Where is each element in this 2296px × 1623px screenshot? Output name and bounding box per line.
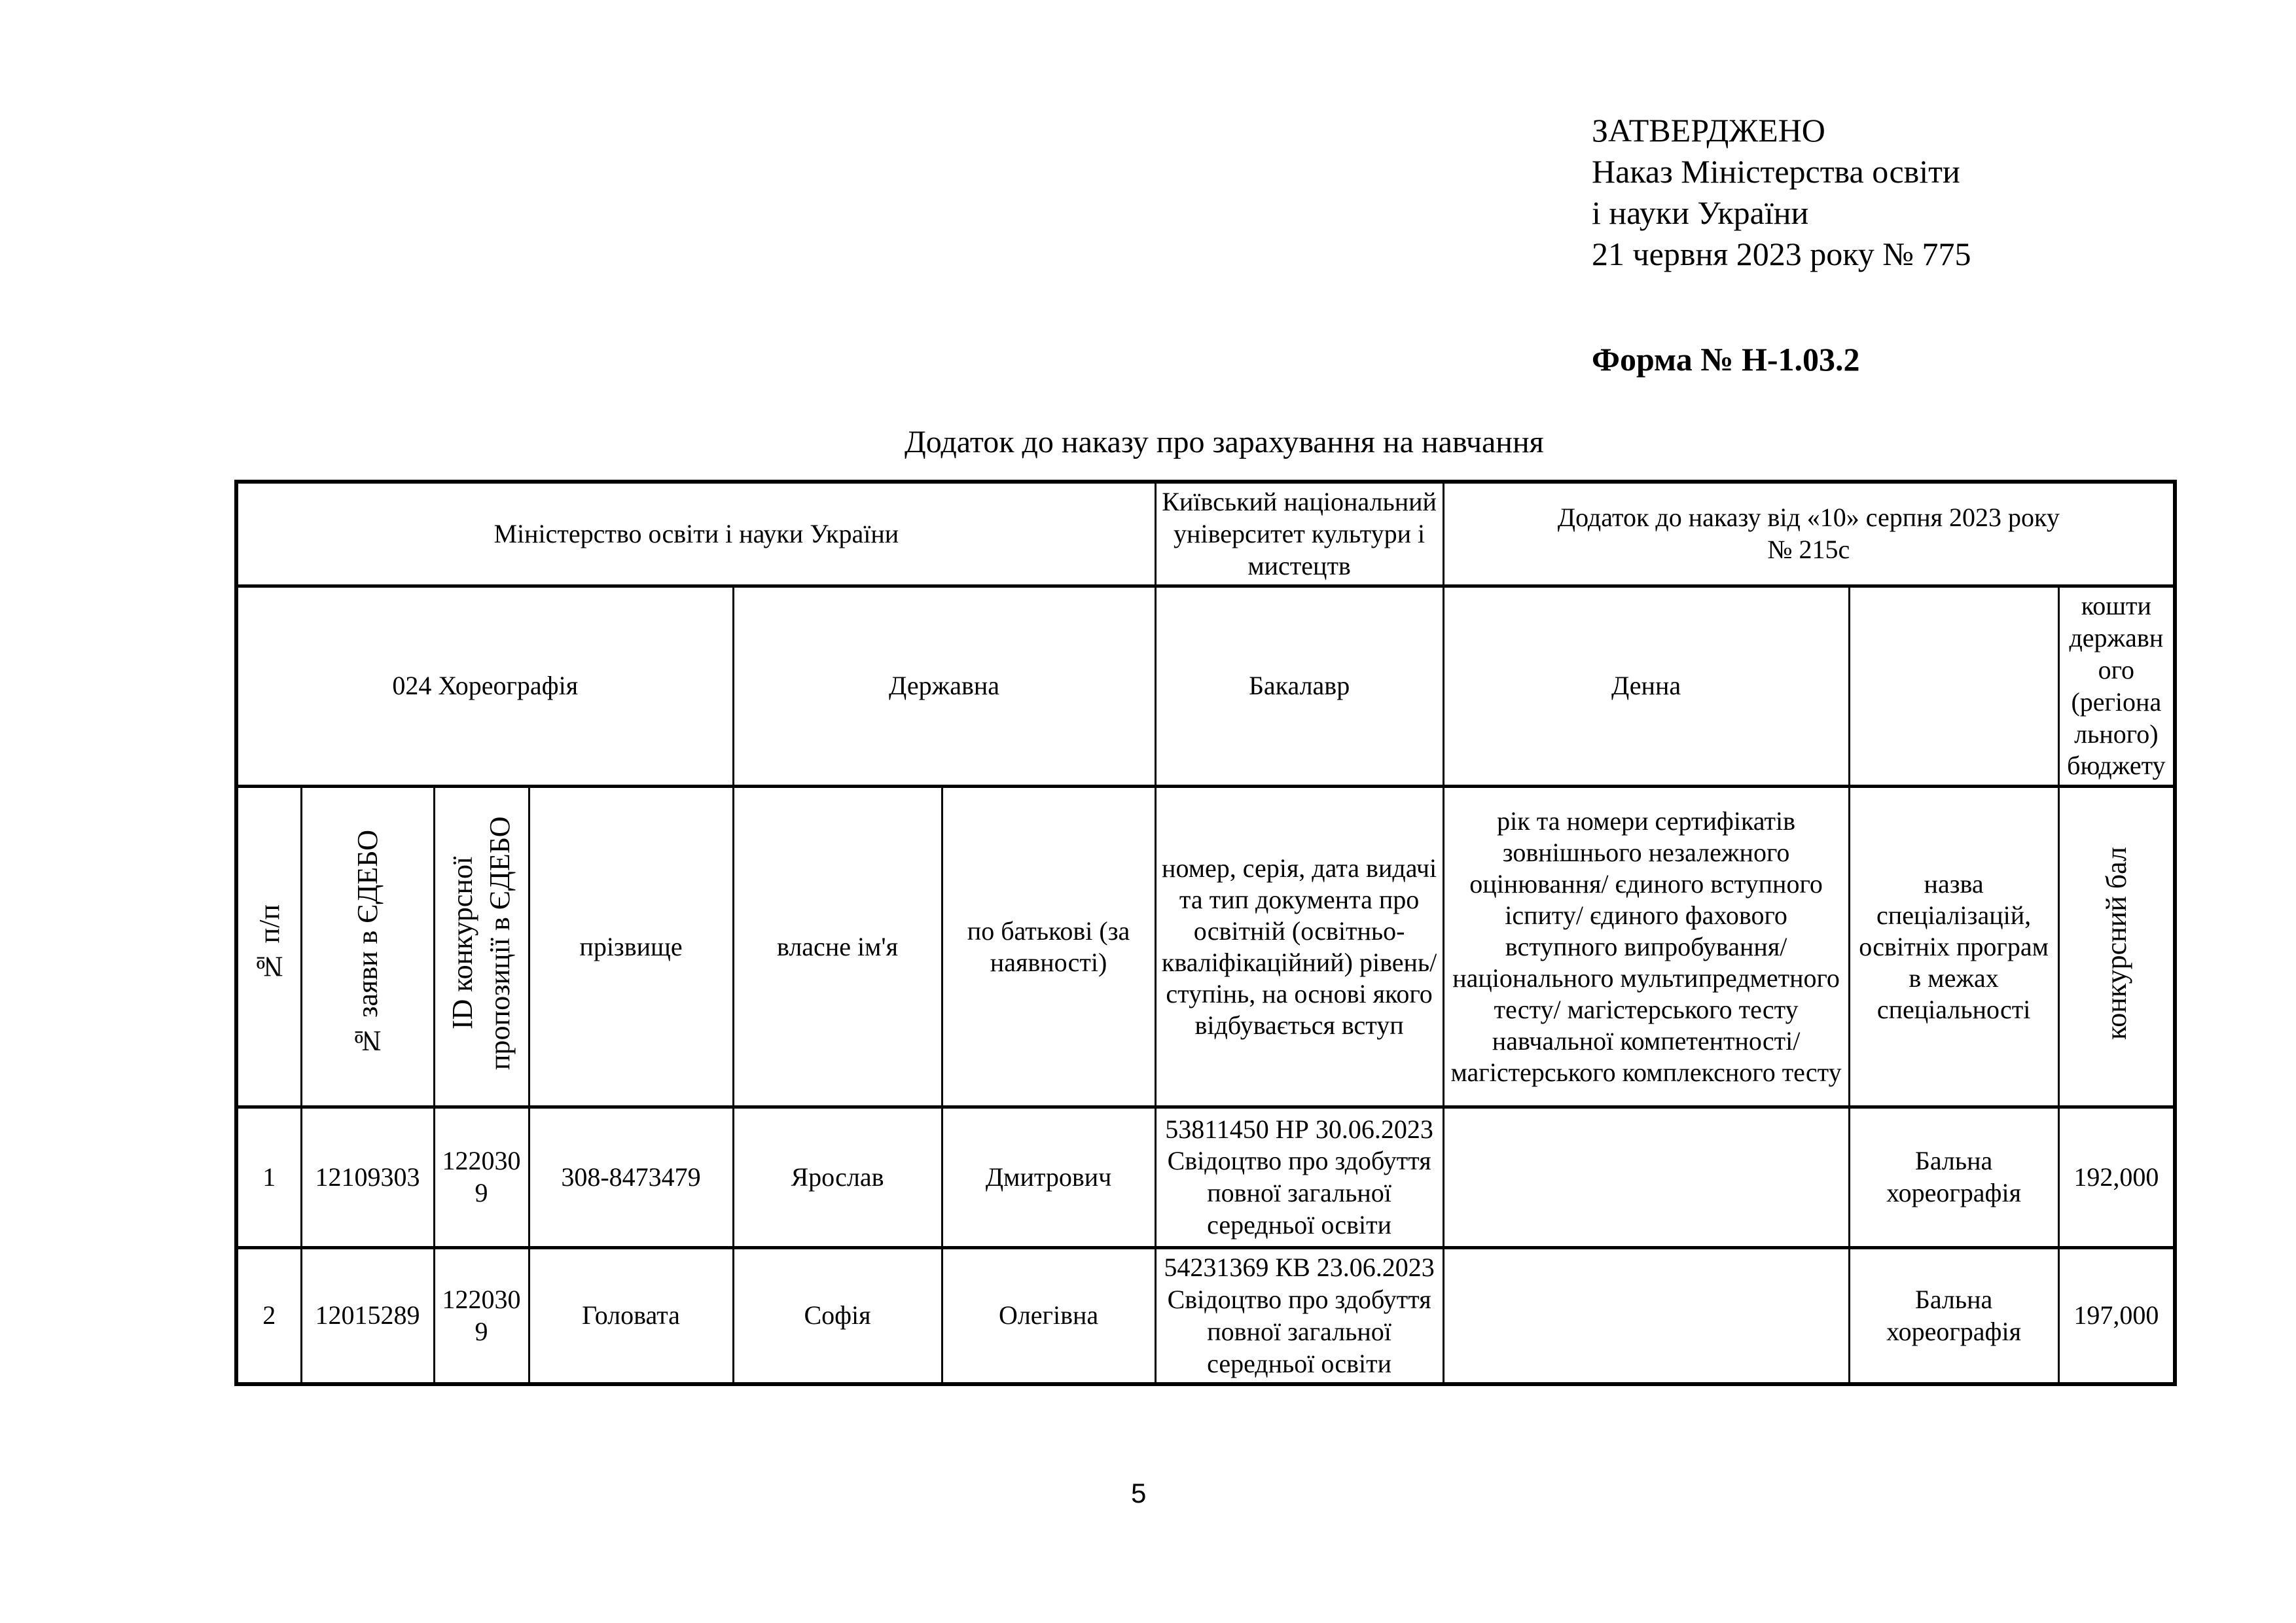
row-num-cell: 2 xyxy=(236,1248,301,1385)
enrollment-row xyxy=(236,1248,2175,1385)
col-header-score xyxy=(2058,787,2175,1107)
col-header-first-name: власне ім'я xyxy=(733,787,942,1107)
order-ref-line-2: № 215с xyxy=(1767,535,1850,565)
score-cell: 192,000 xyxy=(2058,1107,2175,1248)
university-cell: Київський національний університет культури і мистецтв xyxy=(1155,482,1443,586)
surname-cell: Головата xyxy=(529,1248,733,1385)
specialization-name-cell: Бальна хореографія xyxy=(1849,1248,2058,1385)
approval-block xyxy=(1592,110,1971,275)
col-header-patronymic: по батькові (за наявності) xyxy=(942,787,1155,1107)
first-name-cell: Ярослав xyxy=(733,1107,942,1248)
col-header-application-id-label: № заяви в ЄДЕБО xyxy=(351,829,384,1057)
col-header-row-num xyxy=(236,787,301,1107)
order-ref-cell xyxy=(1443,482,2175,586)
patronymic-cell: Дмитрович xyxy=(942,1107,1155,1248)
education-document-cell: 53811450 НР 30.06.2023 Свідоцтво про здобуття повної загальної середньої освіти xyxy=(1155,1107,1443,1248)
specialization-blank-cell xyxy=(1849,586,2058,787)
study-form-cell: Денна xyxy=(1443,586,1849,787)
score-cell: 197,000 xyxy=(2058,1248,2175,1385)
program-header-row xyxy=(236,586,2175,787)
org-header-row xyxy=(236,482,2175,586)
specialization-name-cell: Бальна хореографія xyxy=(1849,1107,2058,1248)
col-header-row-num-label: № п/п xyxy=(253,904,285,982)
page-title: Додаток до наказу про зарахування на навчання xyxy=(905,425,1544,459)
col-header-offer-id-label: ID конкурсної пропозиції в ЄДЕБО xyxy=(446,816,516,1070)
certificates-cell xyxy=(1443,1107,1849,1248)
funding-cell: Державна xyxy=(733,586,1155,787)
application-id-cell: 12109303 xyxy=(301,1107,434,1248)
education-document-cell: 54231369 КВ 23.06.2023 Свідоцтво про здобуття повної загальної середньої освіти xyxy=(1155,1248,1443,1385)
col-header-offer-id xyxy=(434,787,529,1107)
col-header-application-id xyxy=(301,787,434,1107)
order-ref-line-1: Додаток до наказу від «10» серпня 2023 року xyxy=(1557,503,2060,533)
page-number: 5 xyxy=(1131,1478,1147,1508)
application-id-cell: 12015289 xyxy=(301,1248,434,1385)
offer-id-cell: 1220309 xyxy=(434,1107,529,1248)
col-header-score-label: конкурсний бал xyxy=(2100,846,2132,1040)
approval-line-4: 21 червня 2023 року № 775 xyxy=(1592,236,1971,272)
approval-line-3: і науки України xyxy=(1592,194,1809,231)
col-header-education-document: номер, серія, дата видачі та тип документа про освітній (освітньо-кваліфікаційний) рівень/ступінь, на основі якого відбувається вступ xyxy=(1155,787,1443,1107)
first-name-cell: Софія xyxy=(733,1248,942,1385)
approval-line-1: ЗАТВЕРДЖЕНО xyxy=(1592,112,1825,149)
col-header-specialization-name: назва спеціалізацій, освітніх програм в межах спеціальності xyxy=(1849,787,2058,1107)
row-num-cell: 1 xyxy=(236,1107,301,1248)
enrollment-table xyxy=(234,480,2177,1386)
surname-cell: 308-8473479 xyxy=(529,1107,733,1248)
offer-id-cell: 1220309 xyxy=(434,1248,529,1385)
col-header-certificates: рік та номери сертифікатів зовнішнього незалежного оцінювання/ єдиного вступного іспиту/ єдиного фахового вступного випробування/ національного мультипредметного тесту/ магістерського тесту навчальної компетентності/ магістерського комплексного тесту xyxy=(1443,787,1849,1107)
patronymic-cell: Олегівна xyxy=(942,1248,1155,1385)
col-header-surname: прізвище xyxy=(529,787,733,1107)
specialty-cell: 024 Хореографія xyxy=(236,586,733,787)
form-number: Форма № Н-1.03.2 xyxy=(1592,341,1860,378)
degree-cell: Бакалавр xyxy=(1155,586,1443,787)
approval-line-2: Наказ Міністерства освіти xyxy=(1592,153,1960,190)
column-header-row xyxy=(236,787,2175,1107)
certificates-cell xyxy=(1443,1248,1849,1385)
ministry-cell: Міністерство освіти і науки України xyxy=(236,482,1155,586)
enrollment-row xyxy=(236,1107,2175,1248)
budget-type-cell: кошти державного (регіонального) бюджету xyxy=(2058,586,2175,787)
